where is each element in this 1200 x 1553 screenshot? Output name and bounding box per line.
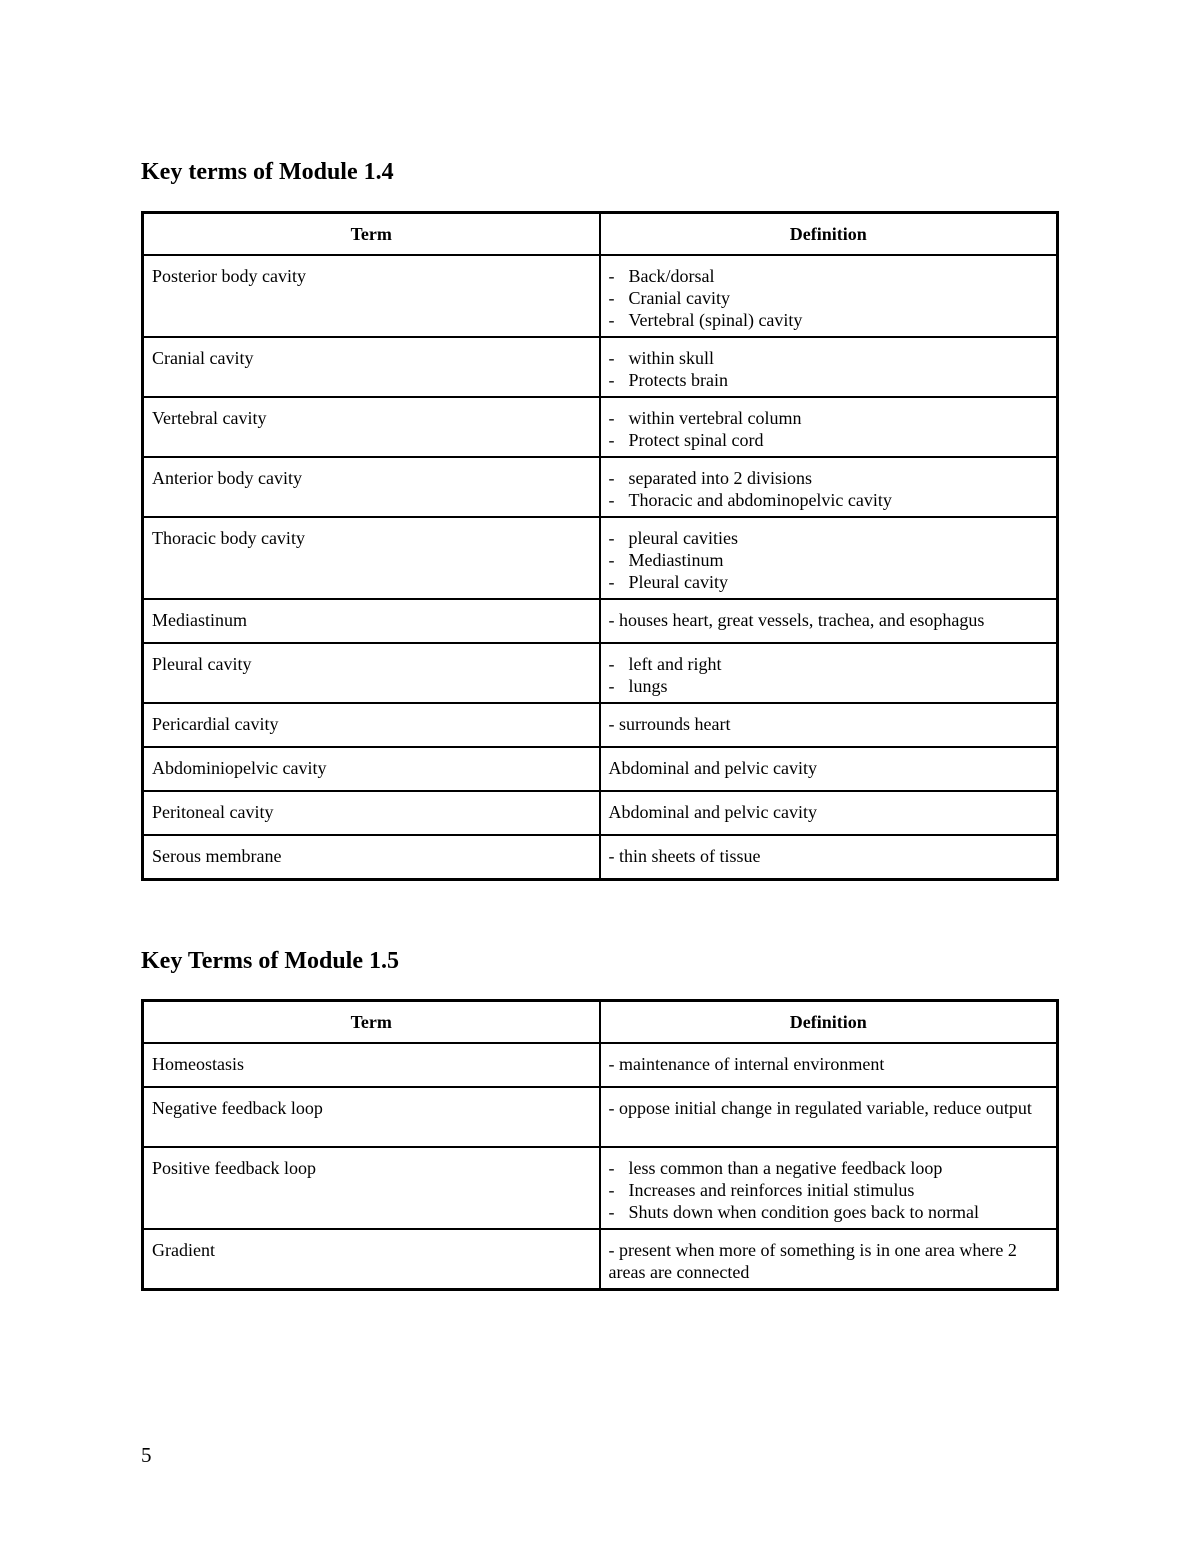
definition-column-header: Definition bbox=[600, 213, 1058, 256]
list-item: - Shuts down when condition goes back to normal bbox=[608, 1202, 979, 1222]
definition-cell: Abdominal and pelvic cavity bbox=[600, 791, 1058, 835]
definition-cell: - surrounds heart bbox=[600, 703, 1058, 747]
definition-column-header: Definition bbox=[600, 1001, 1058, 1044]
definition-list bbox=[609, 467, 1049, 511]
table-body bbox=[143, 255, 1058, 880]
term-cell: Cranial cavity bbox=[143, 337, 600, 397]
term-cell: Abdominiopelvic cavity bbox=[143, 747, 600, 791]
definition-cell: - oppose initial change in regulated variable, reduce output bbox=[600, 1087, 1058, 1147]
definition-cell: - thin sheets of tissue bbox=[600, 835, 1058, 880]
definition-cell bbox=[600, 457, 1058, 517]
definition-list bbox=[609, 527, 1049, 593]
term-cell: Homeostasis bbox=[143, 1043, 600, 1087]
term-column-header: Term bbox=[143, 1001, 600, 1044]
term-cell: Gradient bbox=[143, 1229, 600, 1290]
table-row bbox=[143, 1043, 1058, 1087]
definition-cell: Abdominal and pelvic cavity bbox=[600, 747, 1058, 791]
list-item: - within vertebral column bbox=[608, 408, 802, 428]
table-header-row bbox=[143, 213, 1058, 256]
table-row bbox=[143, 835, 1058, 880]
module-1-5-heading: Key Terms of Module 1.5 bbox=[141, 948, 399, 974]
table-row bbox=[143, 457, 1058, 517]
list-item: - Protects brain bbox=[608, 370, 728, 390]
term-cell: Peritoneal cavity bbox=[143, 791, 600, 835]
definition-cell bbox=[600, 517, 1058, 599]
table-row bbox=[143, 1087, 1058, 1147]
term-cell: Thoracic body cavity bbox=[143, 517, 600, 599]
definition-cell bbox=[600, 337, 1058, 397]
list-item: - Vertebral (spinal) cavity bbox=[608, 310, 803, 330]
table-body bbox=[143, 1043, 1058, 1290]
list-item: - Pleural cavity bbox=[608, 572, 728, 592]
list-item: - Mediastinum bbox=[608, 550, 724, 570]
module-1-4-terms-table bbox=[141, 211, 1059, 881]
list-item: - Protect spinal cord bbox=[608, 430, 764, 450]
table-row bbox=[143, 1147, 1058, 1229]
table-row bbox=[143, 517, 1058, 599]
definition-cell bbox=[600, 643, 1058, 703]
definition-list bbox=[609, 265, 1049, 331]
table-row bbox=[143, 791, 1058, 835]
term-cell: Negative feedback loop bbox=[143, 1087, 600, 1147]
term-cell: Pleural cavity bbox=[143, 643, 600, 703]
table-row bbox=[143, 703, 1058, 747]
definition-list bbox=[609, 347, 1049, 391]
list-item: - Back/dorsal bbox=[608, 266, 715, 286]
module-1-4-heading: Key terms of Module 1.4 bbox=[141, 159, 394, 185]
page-number: 5 bbox=[141, 1443, 152, 1467]
definition-list bbox=[609, 1157, 1049, 1223]
table-row bbox=[143, 1229, 1058, 1290]
table-row bbox=[143, 255, 1058, 337]
definition-cell bbox=[600, 397, 1058, 457]
table-row bbox=[143, 337, 1058, 397]
definition-cell bbox=[600, 1147, 1058, 1229]
list-item: - Cranial cavity bbox=[608, 288, 730, 308]
term-cell: Vertebral cavity bbox=[143, 397, 600, 457]
term-cell: Pericardial cavity bbox=[143, 703, 600, 747]
definition-list bbox=[609, 407, 1049, 451]
list-item: - within skull bbox=[608, 348, 715, 368]
definition-list bbox=[609, 653, 1049, 697]
table-row bbox=[143, 747, 1058, 791]
term-cell: Posterior body cavity bbox=[143, 255, 600, 337]
term-column-header: Term bbox=[143, 213, 600, 256]
definition-cell: - maintenance of internal environment bbox=[600, 1043, 1058, 1087]
term-cell: Mediastinum bbox=[143, 599, 600, 643]
table-row bbox=[143, 599, 1058, 643]
table-row bbox=[143, 397, 1058, 457]
module-1-5-terms-table bbox=[141, 999, 1059, 1291]
list-item: - pleural cavities bbox=[608, 528, 738, 548]
list-item: - separated into 2 divisions bbox=[608, 468, 812, 488]
definition-cell: - present when more of something is in one area where 2 areas are connected bbox=[600, 1229, 1058, 1290]
term-cell: Anterior body cavity bbox=[143, 457, 600, 517]
list-item: - Thoracic and abdominopelvic cavity bbox=[608, 490, 892, 510]
table-row bbox=[143, 643, 1058, 703]
table-header-row bbox=[143, 1001, 1058, 1044]
list-item: - lungs bbox=[608, 676, 668, 696]
list-item: - less common than a negative feedback loop bbox=[608, 1158, 943, 1178]
list-item: - Increases and reinforces initial stimulus bbox=[608, 1180, 915, 1200]
definition-cell bbox=[600, 255, 1058, 337]
definition-cell: - houses heart, great vessels, trachea, and esophagus bbox=[600, 599, 1058, 643]
term-cell: Positive feedback loop bbox=[143, 1147, 600, 1229]
list-item: - left and right bbox=[608, 654, 722, 674]
term-cell: Serous membrane bbox=[143, 835, 600, 880]
